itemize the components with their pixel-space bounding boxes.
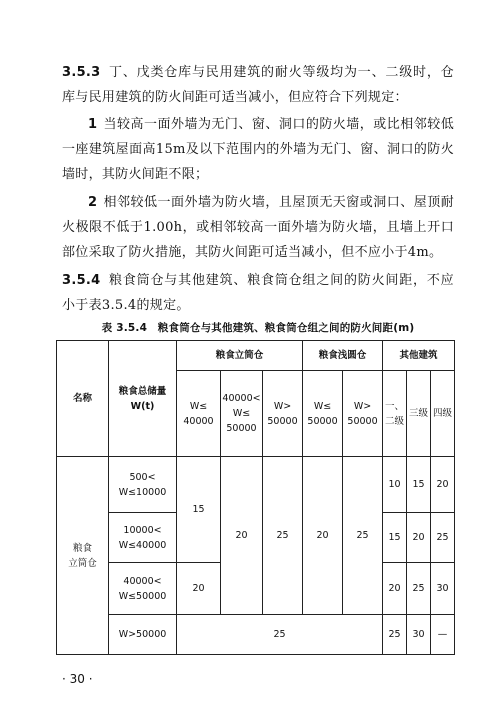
other-c3-value: —: [431, 615, 455, 655]
item-number: 2: [88, 195, 98, 210]
row-label: 粮食 立筒仓: [57, 457, 109, 655]
silo-shallow-merged: 25: [177, 615, 383, 655]
header-other-c3: 四级: [431, 371, 455, 457]
shallow-c2-merged: 25: [343, 457, 383, 615]
item-text: 当较高一面外墙为无门、窗、洞口的防火墙，或比相邻较低一座建筑屋面高15m及以下范围内的外墙为无门、窗、洞口的防火墙时，其防火间距不限；: [62, 117, 454, 182]
other-c2-value: 20: [407, 513, 431, 563]
other-c2-value: 30: [407, 615, 431, 655]
other-c2-value: 15: [407, 457, 431, 513]
page-number: · 30 ·: [62, 672, 93, 686]
header-silo-group: 粮食立筒仓: [177, 341, 303, 371]
other-c1-value: 10: [383, 457, 407, 513]
header-shallow-c1: W≤ 50000: [303, 371, 343, 457]
item-number: 1: [88, 117, 98, 132]
table-row: [57, 615, 455, 655]
other-c3-value: 20: [431, 457, 455, 513]
other-c2-value: 25: [407, 563, 431, 615]
silo-c3-merged: 25: [263, 457, 303, 615]
clause-number: 3.5.4: [62, 273, 101, 288]
storage-range: 500< W≤10000: [109, 457, 177, 513]
storage-range: 40000< W≤50000: [109, 563, 177, 615]
header-silo-c2: 40000< W≤ 50000: [221, 371, 263, 457]
fire-distance-table: [56, 340, 455, 655]
header-other-c2: 三级: [407, 371, 431, 457]
silo-c1-merged: 15: [177, 457, 221, 563]
other-c3-value: 25: [431, 513, 455, 563]
clause-text: 粮食筒仓与其他建筑、粮食筒仓组之间的防火间距，不应小于表3.5.4的规定。: [62, 273, 454, 313]
storage-range: 10000< W≤40000: [109, 513, 177, 563]
other-c3-value: 30: [431, 563, 455, 615]
clause-text: 丁、戊类仓库与民用建筑的耐火等级均为一、二级时，仓库与民用建筑的防火间距可适当减小，但应符合下列规定：: [62, 65, 454, 105]
header-row-1: [57, 341, 455, 371]
other-c1-value: 20: [383, 563, 407, 615]
clause-item-2: [62, 190, 454, 265]
header-silo-c1: W≤ 40000: [177, 371, 221, 457]
header-shallow-c2: W> 50000: [343, 371, 383, 457]
header-name: 名称: [57, 341, 109, 457]
header-shallow-group: 粮食浅圆仓: [303, 341, 383, 371]
clause-3-5-4: [62, 268, 454, 318]
header-silo-c3: W> 50000: [263, 371, 303, 457]
silo-c1-value: 20: [177, 563, 221, 615]
header-other-group: 其他建筑: [383, 341, 455, 371]
other-c1-value: 25: [383, 615, 407, 655]
shallow-c1-merged: 20: [303, 457, 343, 615]
clause-3-5-3: [62, 60, 454, 110]
silo-c2-merged: 20: [221, 457, 263, 615]
other-c1-value: 15: [383, 513, 407, 563]
storage-range: W>50000: [109, 615, 177, 655]
table-row: [57, 457, 455, 513]
table-caption: 表 3.5.4 粮食筒仓与其他建筑、粮食筒仓组之间的防火间距(m): [101, 322, 415, 334]
clause-item-1: [62, 112, 454, 187]
item-text: 相邻较低一面外墙为防火墙，且屋顶无天窗或洞口、屋顶耐火极限不低于1.00h，或相邻较高一面外墙为防火墙，且墙上开口部位采取了防火措施，其防火间距可适当减小，但不应小于4m。: [62, 195, 454, 260]
header-storage: 粮食总储量 W(t): [109, 341, 177, 457]
clause-number: 3.5.3: [62, 65, 101, 80]
header-other-c1: 一、 二级: [383, 371, 407, 457]
